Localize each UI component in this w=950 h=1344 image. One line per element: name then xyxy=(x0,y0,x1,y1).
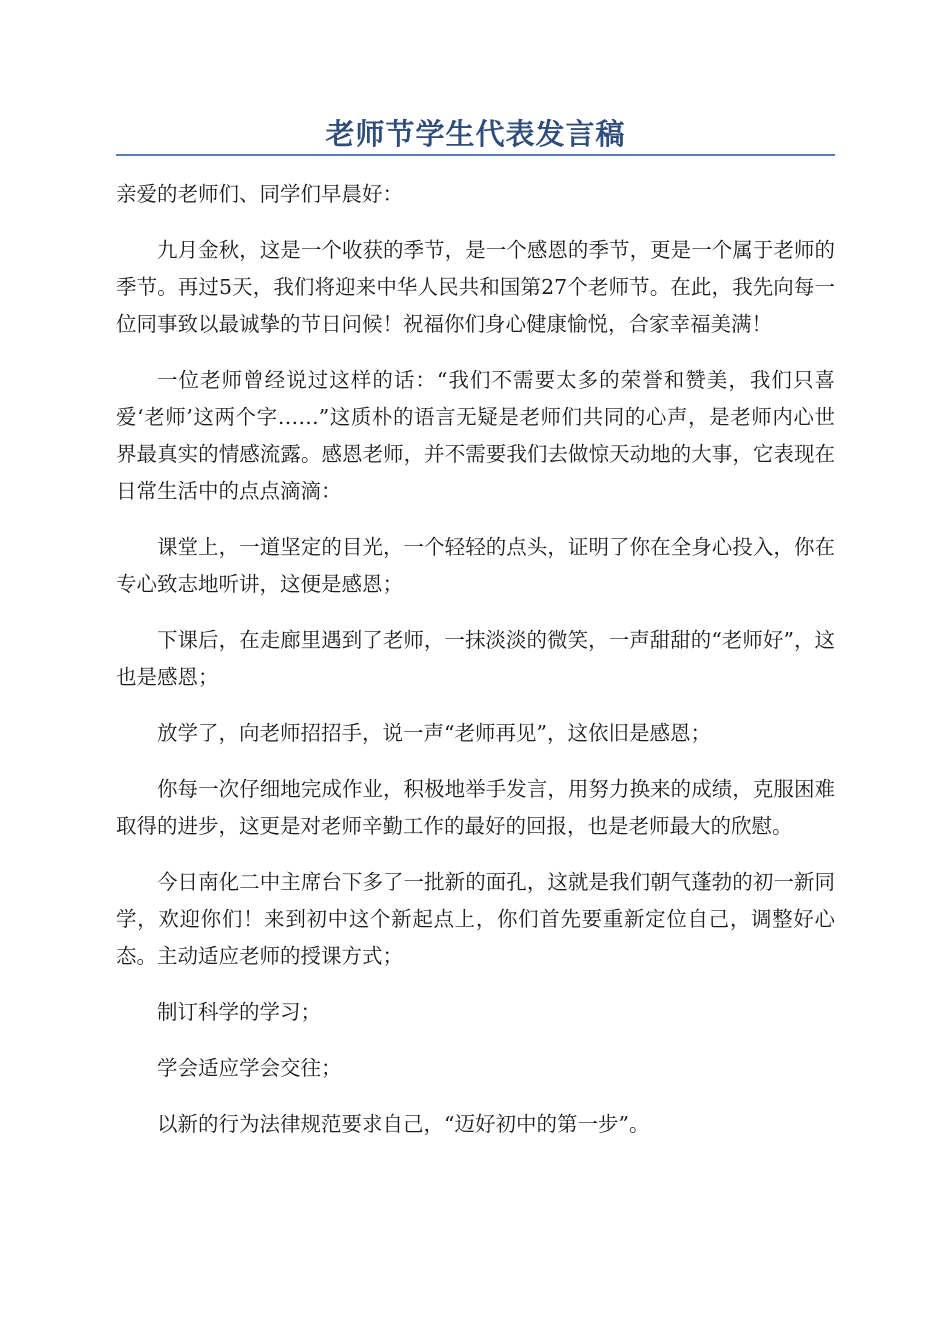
paragraph: 课堂上，一道坚定的目光，一个轻轻的点头，证明了你在全身心投入，你在专心致志地听讲，这便是感恩； xyxy=(116,535,835,596)
document-page xyxy=(116,112,835,1143)
paragraph: 下课后，在走廊里遇到了老师，一抹淡淡的微笑，一声甜甜的“老师好”，这也是感恩； xyxy=(116,628,835,689)
paragraph: 制订科学的学习； xyxy=(157,1000,321,1024)
paragraph: 今日南化二中主席台下多了一批新的面孔，这就是我们朝气蓬勃的初一新同学，欢迎你们！来到初中这个新起点上，你们首先要重新定位自己，调整好心态。主动适应老师的授课方式； xyxy=(116,870,835,968)
document-title: 老师节学生代表发言稿 xyxy=(325,117,626,151)
paragraph: 学会适应学会交往； xyxy=(157,1056,342,1080)
paragraph: 放学了，向老师招招手，说一声“老师再见”，这依旧是感恩； xyxy=(157,721,711,745)
paragraph: 九月金秋，这是一个收获的季节，是一个感恩的季节，更是一个属于老师的季节。再过5天，我们将迎来中华人民共和国第27个老师节。在此，我先向每一位同事致以最诚挚的节日问候！祝福你们身心健康愉悦，合家幸福美满！ xyxy=(116,238,835,336)
greeting: 亲爱的老师们、同学们早晨好： xyxy=(116,182,403,206)
paragraph: 一位老师曾经说过这样的话：“我们不需要太多的荣誉和赞美，我们只喜爱‘老师’这两个字……”这质朴的语言无疑是老师们共同的心声，是老师内心世界最真实的情感流露。感恩老师，并不需要我们去做惊天动地的大事，它表现在日常生活中的点点滴滴： xyxy=(116,368,835,503)
paragraph: 以新的行为法律规范要求自己，“迈好初中的第一步”。 xyxy=(157,1112,650,1136)
paragraph: 你每一次仔细地完成作业，积极地举手发言，用努力换来的成绩，克服困难取得的进步，这更是对老师辛勤工作的最好的回报，也是老师最大的欣慰。 xyxy=(116,777,835,838)
